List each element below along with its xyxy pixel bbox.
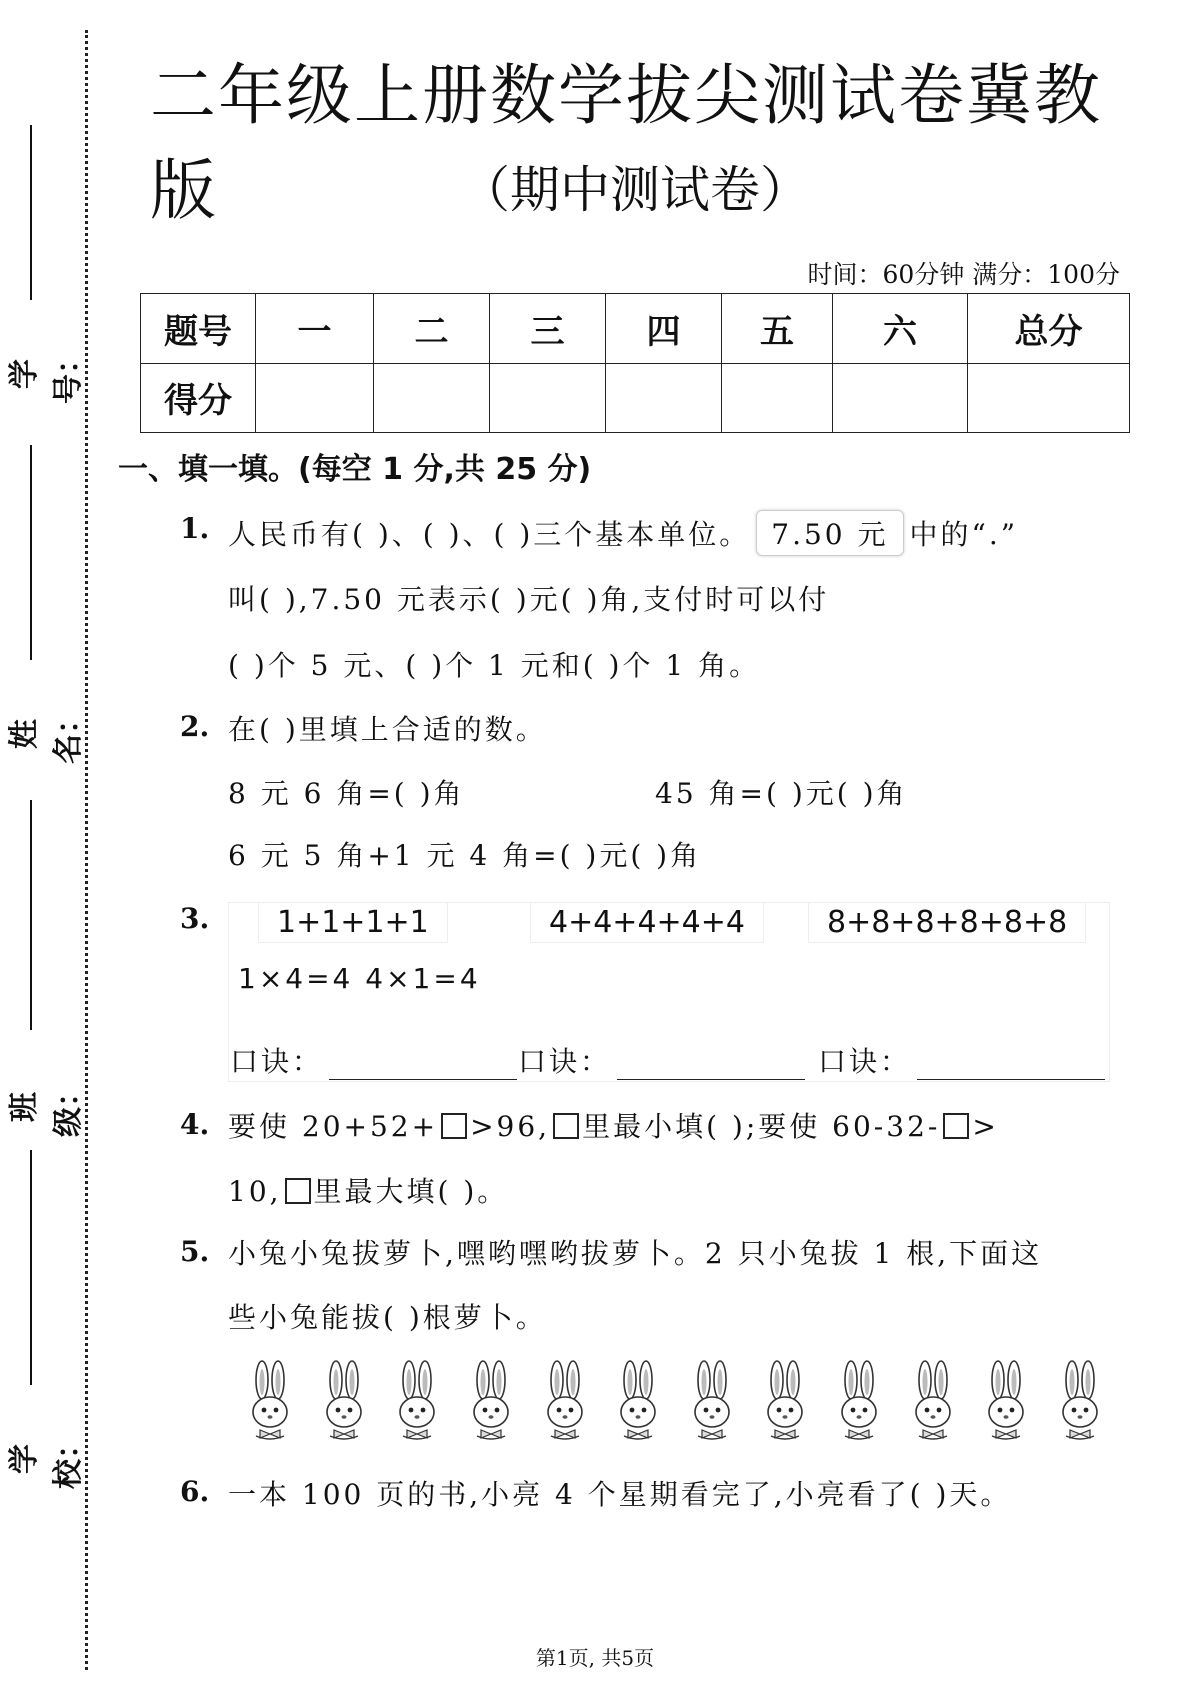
q5-line1: 小兔小兔拔萝卜,嘿哟嘿哟拔萝卜。2 只小兔拔 1 根,下面这 [228, 1237, 1043, 1270]
q4-text: > [972, 1110, 999, 1143]
rabbit-icon [829, 1360, 889, 1442]
money-box: 7.50 元 [756, 510, 903, 556]
koujue-label: 口诀： [230, 1045, 324, 1078]
q4-text: >96, [470, 1110, 551, 1143]
question-number: 6. [180, 1475, 210, 1508]
q1-text: 中的“.” [909, 518, 1019, 551]
q4-text: 里最大填( )。 [313, 1175, 509, 1208]
koujue-field [230, 1040, 517, 1080]
student-id-label: 学号： [7, 344, 86, 404]
koujue-blank[interactable] [917, 1053, 1105, 1080]
class-line[interactable] [30, 800, 32, 1030]
q4-line2 [228, 1170, 508, 1210]
q3-example: 1×4=4 4×1=4 [238, 962, 481, 995]
score-cell[interactable] [490, 363, 606, 433]
rabbit-icon [314, 1360, 374, 1442]
page-footer: 第1页, 共5页 [535, 1646, 655, 1670]
page-subtitle: （期中测试卷） [460, 161, 810, 219]
q1-text: 人民币有( )、( )、( )三个基本单位。 [228, 518, 751, 551]
score-header-cell: 一 [256, 294, 374, 364]
koujue-field [818, 1040, 1105, 1080]
name-line[interactable] [30, 445, 32, 660]
q4-text: 10, [228, 1175, 282, 1208]
score-header-cell: 题号 [141, 294, 256, 364]
rabbit-icon [608, 1360, 668, 1442]
question-number: 1. [180, 512, 210, 545]
q2-item-c: 6 元 5 角+1 元 4 角=( )元( )角 [228, 839, 702, 872]
q4-text: 要使 20+52+ [228, 1110, 439, 1143]
question-number: 3. [180, 902, 210, 935]
rabbit-icon [387, 1360, 447, 1442]
score-header-cell: 四 [606, 294, 722, 364]
rabbit-icon [240, 1360, 300, 1442]
koujue-label: 口诀： [818, 1045, 912, 1078]
q4-text: 里最小填( );要使 60-32- [582, 1110, 941, 1143]
school-label: 学校： [7, 1429, 86, 1489]
score-cell[interactable] [968, 363, 1130, 433]
score-row-label: 得分 [141, 363, 256, 433]
sum-box: 4+4+4+4+4 [530, 902, 764, 943]
class-label: 班级： [7, 1077, 86, 1137]
square-box [553, 1113, 579, 1139]
score-header-cell: 六 [833, 294, 968, 364]
time-info: 时间：60分钟 满分：100分 [807, 260, 1120, 289]
square-box [943, 1113, 969, 1139]
question-number: 2. [180, 710, 210, 743]
score-cell[interactable] [606, 363, 722, 433]
sum-box: 8+8+8+8+8+8 [808, 902, 1086, 943]
score-cell[interactable] [256, 363, 374, 433]
square-box [285, 1178, 311, 1204]
question-number: 4. [180, 1108, 210, 1141]
koujue-blank[interactable] [617, 1053, 805, 1080]
score-header-cell: 五 [722, 294, 833, 364]
square-box [441, 1113, 467, 1139]
rabbit-row [240, 1360, 1110, 1442]
q2-item-b: 45 角=( )元( )角 [655, 777, 908, 810]
q2-item-a: 8 元 6 角=( )角 [228, 777, 465, 810]
q1-line2: 叫( ),7.50 元表示( )元( )角,支付时可以付 [228, 583, 830, 616]
q1-line1 [228, 510, 1018, 556]
name-label: 姓名： [7, 704, 86, 764]
score-header-cell: 总分 [968, 294, 1130, 364]
q1-line3: ( )个 5 元、( )个 1 元和( )个 1 角。 [228, 649, 761, 682]
q2-intro: 在( )里填上合适的数。 [228, 713, 547, 746]
rabbit-icon [903, 1360, 963, 1442]
student-id-line[interactable] [30, 125, 32, 300]
page-title: 二年级上册数学拔尖测试卷冀教版 [150, 57, 1102, 229]
sum-box: 1+1+1+1 [258, 902, 448, 943]
score-cell[interactable] [374, 363, 490, 433]
score-header-row [141, 294, 1130, 364]
score-table [140, 293, 1130, 433]
rabbit-icon [976, 1360, 1036, 1442]
rabbit-icon [682, 1360, 742, 1442]
score-cell[interactable] [722, 363, 833, 433]
school-line[interactable] [30, 1150, 32, 1385]
rabbit-icon [1050, 1360, 1110, 1442]
koujue-blank[interactable] [329, 1053, 517, 1080]
rabbit-icon [461, 1360, 521, 1442]
score-cell[interactable] [833, 363, 968, 433]
question-number: 5. [180, 1235, 210, 1268]
koujue-label: 口诀： [518, 1045, 612, 1078]
rabbit-icon [535, 1360, 595, 1442]
q6-line1: 一本 100 页的书,小亮 4 个星期看完了,小亮看了( )天。 [228, 1478, 1012, 1511]
q5-line2: 些小兔能拔( )根萝卜。 [228, 1301, 547, 1334]
koujue-field [518, 1040, 805, 1080]
score-header-cell: 二 [374, 294, 490, 364]
score-header-cell: 三 [490, 294, 606, 364]
section-heading: 一、填一填。(每空 1 分,共 25 分) [118, 452, 592, 487]
q4-line1 [228, 1105, 999, 1145]
rabbit-icon [755, 1360, 815, 1442]
score-value-row [141, 363, 1130, 433]
